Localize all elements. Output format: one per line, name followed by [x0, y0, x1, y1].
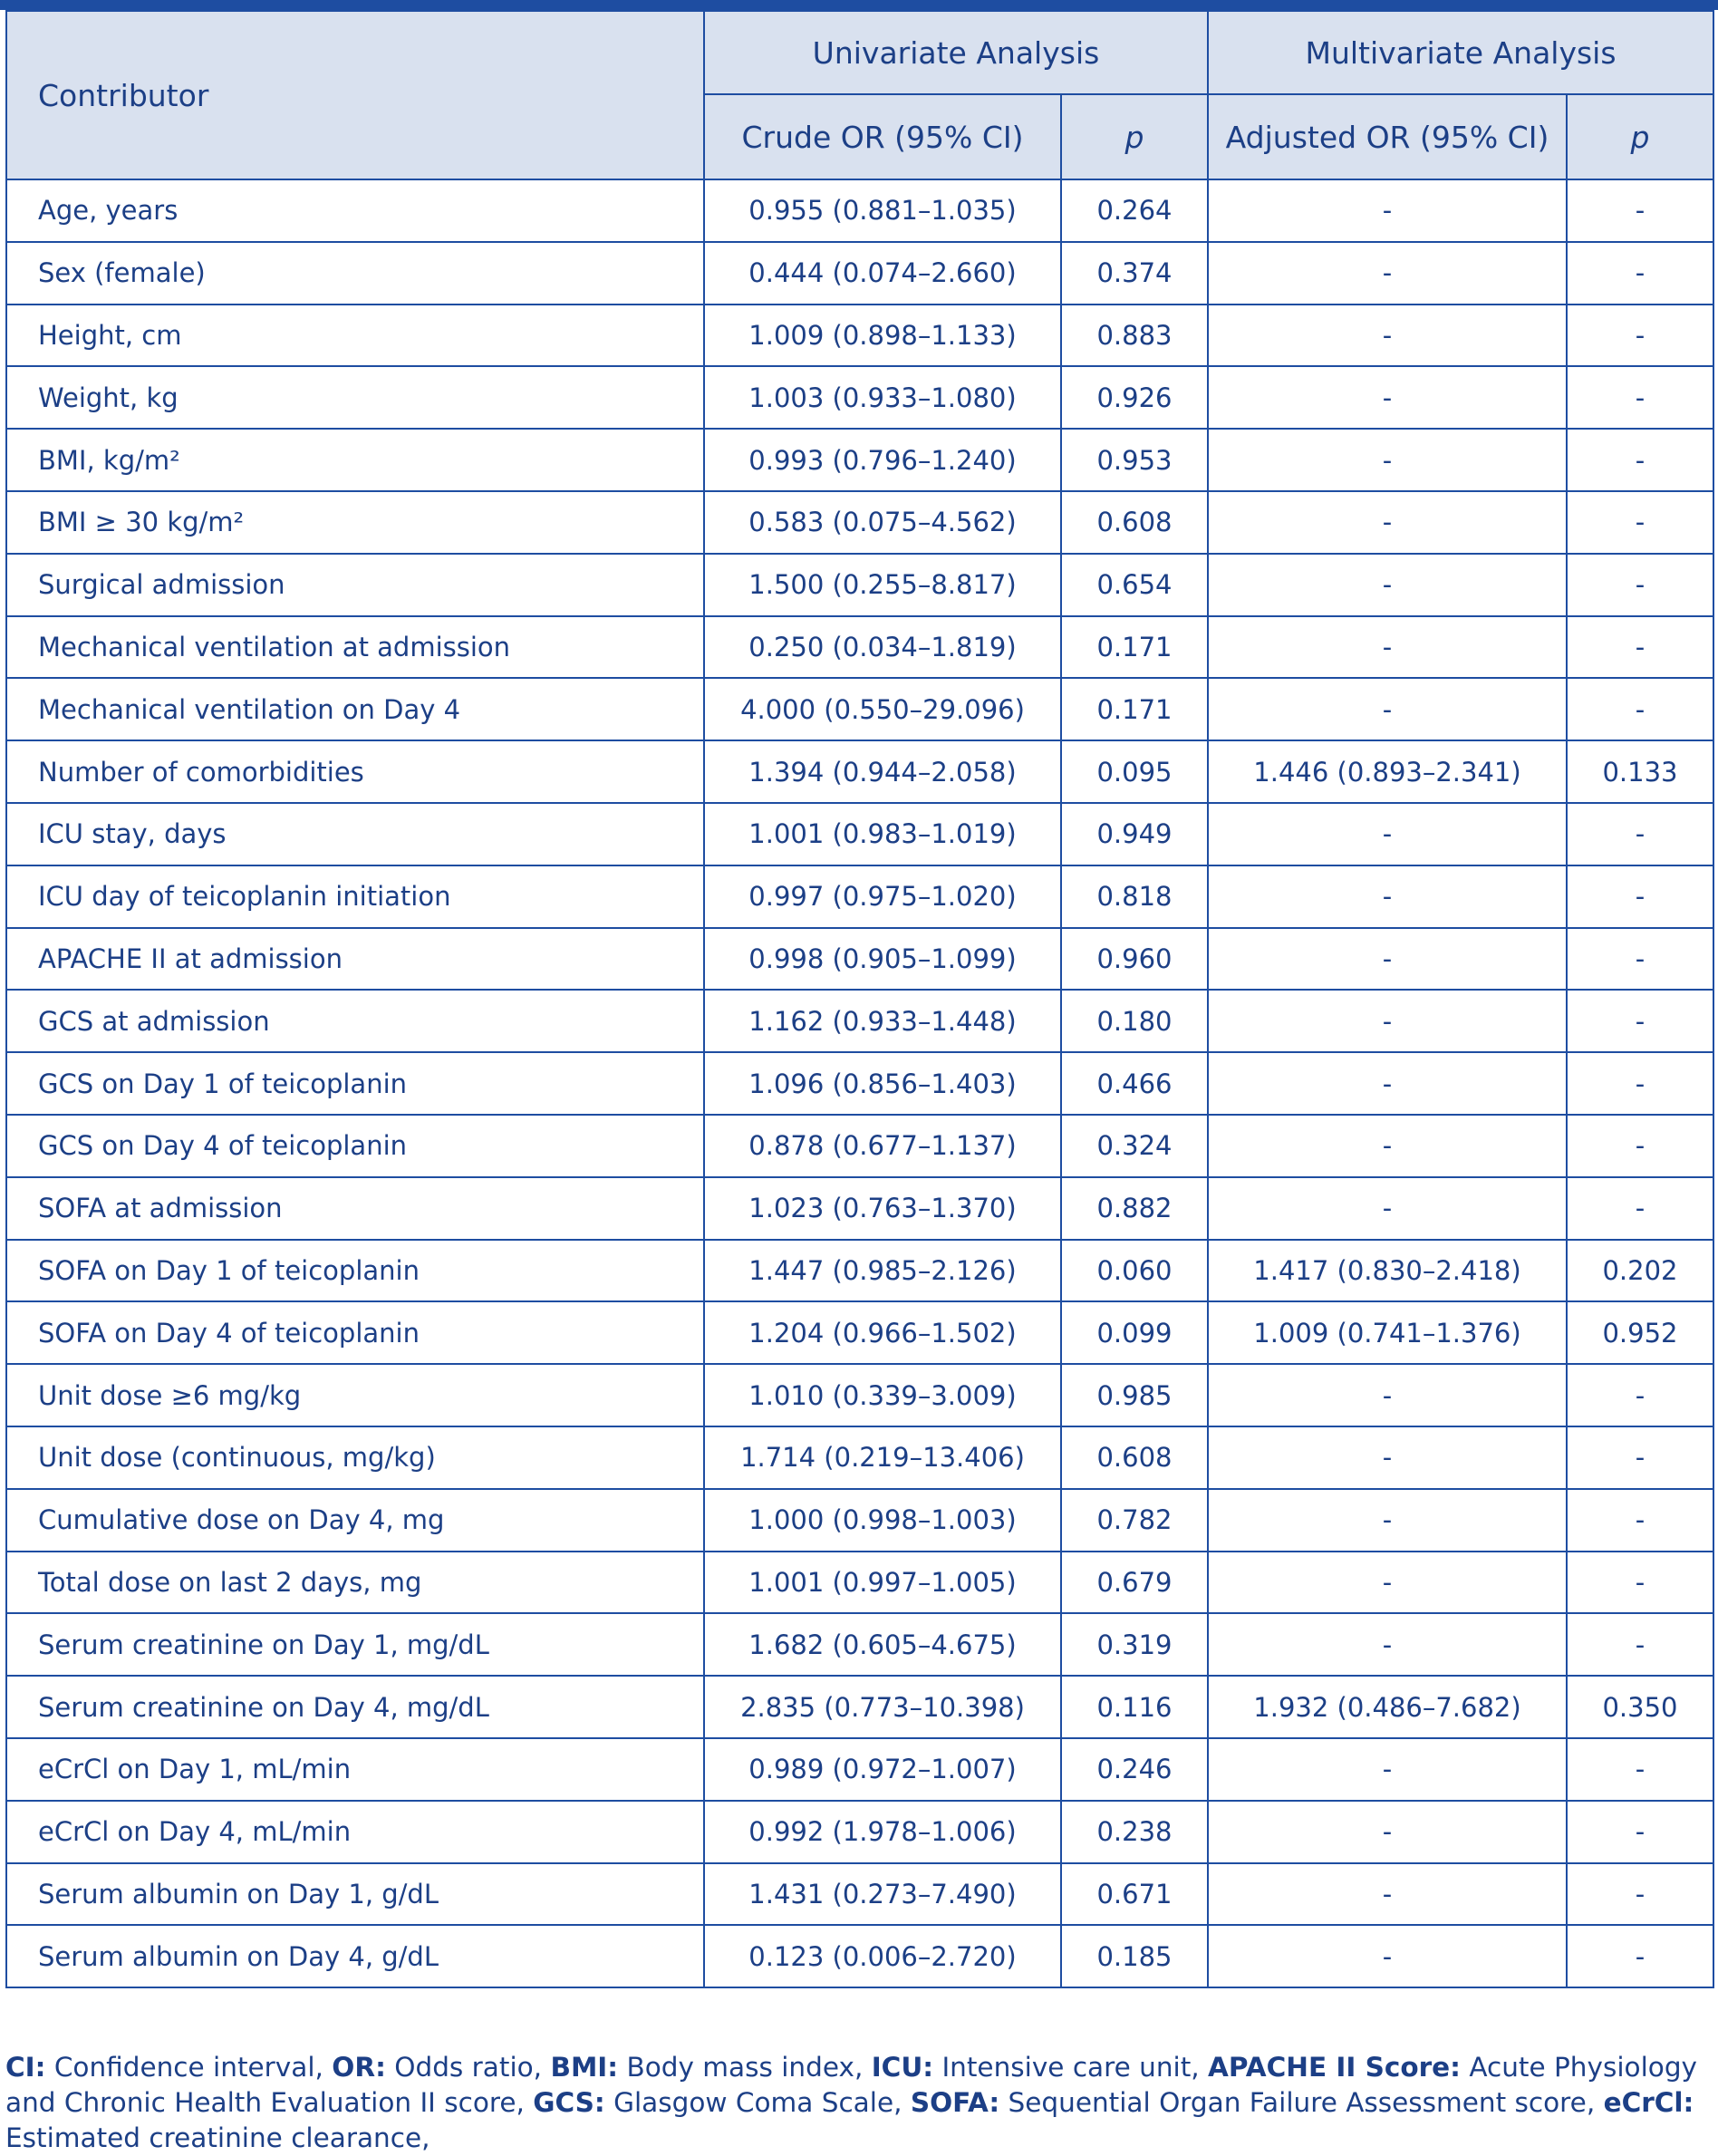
adjusted-p-value-cell: -	[1567, 803, 1713, 865]
contributor-cell: Unit dose (continuous, mg/kg)	[6, 1426, 704, 1489]
p-value-cell: 0.953	[1061, 429, 1208, 491]
table-row	[6, 554, 1713, 616]
crude-or-cell: 0.955 (0.881–1.035)	[704, 179, 1061, 242]
adjusted-or-cell: -	[1208, 179, 1567, 242]
adjusted-or-cell: -	[1208, 1552, 1567, 1614]
crude-or-cell: 1.162 (0.933–1.448)	[704, 990, 1061, 1052]
adjusted-or-header: Adjusted OR (95% CI)	[1208, 94, 1567, 179]
adjusted-or-cell: -	[1208, 1115, 1567, 1177]
table-row	[6, 865, 1713, 928]
adjusted-p-value-cell: -	[1567, 554, 1713, 616]
adjusted-or-cell: -	[1208, 1052, 1567, 1115]
table-body	[6, 179, 1713, 1987]
adjusted-or-cell: -	[1208, 865, 1567, 928]
table-row	[6, 1613, 1713, 1676]
adjusted-p-value-cell: -	[1567, 429, 1713, 491]
contributor-cell: Number of comorbidities	[6, 740, 704, 803]
table-row	[6, 1364, 1713, 1426]
crude-or-cell: 1.009 (0.898–1.133)	[704, 305, 1061, 367]
p-value-cell: 0.319	[1061, 1613, 1208, 1676]
adjusted-or-cell: -	[1208, 1177, 1567, 1240]
adjusted-or-cell: -	[1208, 491, 1567, 554]
adjusted-or-cell: -	[1208, 616, 1567, 679]
adjusted-p-value-cell: -	[1567, 1738, 1713, 1801]
adjusted-p-value-cell: -	[1567, 928, 1713, 991]
crude-or-cell: 0.583 (0.075–4.562)	[704, 491, 1061, 554]
footnote-definition: Confidence interval,	[45, 2052, 333, 2083]
contributor-cell: Serum albumin on Day 1, g/dL	[6, 1863, 704, 1926]
p-value-cell: 0.374	[1061, 242, 1208, 305]
crude-or-cell: 1.096 (0.856–1.403)	[704, 1052, 1061, 1115]
footnote-definition: Sequential Organ Failure Assessment score,	[999, 2087, 1604, 2118]
adjusted-or-cell: -	[1208, 366, 1567, 429]
contributor-cell: Unit dose ≥6 mg/kg	[6, 1364, 704, 1426]
adjusted-p-value-cell: -	[1567, 616, 1713, 679]
contributor-cell: Height, cm	[6, 305, 704, 367]
footnote-abbreviation: eCrCl:	[1603, 2087, 1694, 2118]
adjusted-p-value-cell: -	[1567, 366, 1713, 429]
p-value-cell: 0.171	[1061, 678, 1208, 740]
table-row	[6, 179, 1713, 242]
crude-or-cell: 1.001 (0.983–1.019)	[704, 803, 1061, 865]
contributor-cell: Surgical admission	[6, 554, 704, 616]
p-value-cell: 0.985	[1061, 1364, 1208, 1426]
footnote-definition: Body mass index,	[618, 2052, 872, 2083]
crude-or-cell: 0.993 (0.796–1.240)	[704, 429, 1061, 491]
adjusted-p-value-cell: -	[1567, 1925, 1713, 1987]
table-row	[6, 740, 1713, 803]
adjusted-p-value-cell: 0.133	[1567, 740, 1713, 803]
table-row	[6, 429, 1713, 491]
contributor-cell: SOFA at admission	[6, 1177, 704, 1240]
table-row	[6, 1301, 1713, 1364]
table-row	[6, 1738, 1713, 1801]
crude-or-cell: 1.394 (0.944–2.058)	[704, 740, 1061, 803]
contributor-cell: SOFA on Day 1 of teicoplanin	[6, 1240, 704, 1302]
adjusted-or-cell: -	[1208, 429, 1567, 491]
contributor-cell: ICU day of teicoplanin initiation	[6, 865, 704, 928]
crude-or-cell: 0.878 (0.677–1.137)	[704, 1115, 1061, 1177]
contributor-cell: GCS at admission	[6, 990, 704, 1052]
crude-or-cell: 0.997 (0.975–1.020)	[704, 865, 1061, 928]
contributor-cell: Serum creatinine on Day 1, mg/dL	[6, 1613, 704, 1676]
adjusted-p-value-cell: -	[1567, 990, 1713, 1052]
results-table	[5, 10, 1714, 1988]
p-value-cell: 0.926	[1061, 366, 1208, 429]
p-value-cell: 0.099	[1061, 1301, 1208, 1364]
adjusted-p-value-cell: -	[1567, 1177, 1713, 1240]
p-value-cell: 0.185	[1061, 1925, 1208, 1987]
table-row	[6, 803, 1713, 865]
contributor-cell: GCS on Day 1 of teicoplanin	[6, 1052, 704, 1115]
p-value-cell: 0.882	[1061, 1177, 1208, 1240]
crude-or-cell: 2.835 (0.773–10.398)	[704, 1676, 1061, 1738]
table-row	[6, 1426, 1713, 1489]
multivariate-header: Multivariate Analysis	[1208, 11, 1713, 94]
contributor-cell: Serum creatinine on Day 4, mg/dL	[6, 1676, 704, 1738]
table-row	[6, 305, 1713, 367]
adjusted-p-value-cell: -	[1567, 1552, 1713, 1614]
table-row	[6, 1801, 1713, 1863]
p-value-cell: 0.171	[1061, 616, 1208, 679]
adjusted-p-value-cell: -	[1567, 678, 1713, 740]
adjusted-or-cell: -	[1208, 1863, 1567, 1926]
table-row	[6, 928, 1713, 991]
table-row	[6, 678, 1713, 740]
p-value-cell: 0.654	[1061, 554, 1208, 616]
contributor-cell: Cumulative dose on Day 4, mg	[6, 1489, 704, 1552]
p-value-cell: 0.782	[1061, 1489, 1208, 1552]
table-header	[6, 11, 1713, 179]
contributor-cell: Total dose on last 2 days, mg	[6, 1552, 704, 1614]
footnote-abbreviation: CI:	[5, 2052, 46, 2083]
adjusted-or-cell: -	[1208, 242, 1567, 305]
crude-or-cell: 0.992 (1.978–1.006)	[704, 1801, 1061, 1863]
adjusted-or-cell: -	[1208, 1613, 1567, 1676]
crude-or-cell: 1.500 (0.255–8.817)	[704, 554, 1061, 616]
crude-or-cell: 1.003 (0.933–1.080)	[704, 366, 1061, 429]
table-row	[6, 1925, 1713, 1987]
p-value-cell: 0.818	[1061, 865, 1208, 928]
adjusted-p-value-cell: -	[1567, 305, 1713, 367]
contributor-cell: eCrCl on Day 1, mL/min	[6, 1738, 704, 1801]
table-row	[6, 1240, 1713, 1302]
crude-or-cell: 1.023 (0.763–1.370)	[704, 1177, 1061, 1240]
p-univariate-header: p	[1061, 94, 1208, 179]
p-value-cell: 0.466	[1061, 1052, 1208, 1115]
table-row	[6, 1052, 1713, 1115]
footnote-abbreviation: SOFA:	[910, 2087, 1000, 2118]
crude-or-cell: 0.123 (0.006–2.720)	[704, 1925, 1061, 1987]
crude-or-cell: 0.989 (0.972–1.007)	[704, 1738, 1061, 1801]
p-value-cell: 0.960	[1061, 928, 1208, 991]
contributor-cell: Serum albumin on Day 4, g/dL	[6, 1925, 704, 1987]
adjusted-p-value-cell: -	[1567, 1426, 1713, 1489]
table-row	[6, 491, 1713, 554]
crude-or-cell: 0.444 (0.074–2.660)	[704, 242, 1061, 305]
adjusted-p-value-cell: 0.202	[1567, 1240, 1713, 1302]
adjusted-p-value-cell: -	[1567, 1115, 1713, 1177]
adjusted-p-value-cell: -	[1567, 242, 1713, 305]
adjusted-p-value-cell: -	[1567, 865, 1713, 928]
footnote-abbreviation: GCS:	[533, 2087, 605, 2118]
contributor-cell: APACHE II at admission	[6, 928, 704, 991]
footnote-definition: Intensive care unit,	[933, 2052, 1209, 2083]
table-row	[6, 1552, 1713, 1614]
adjusted-p-value-cell: -	[1567, 179, 1713, 242]
crude-or-cell: 0.998 (0.905–1.099)	[704, 928, 1061, 991]
footnote-abbreviation: OR:	[332, 2052, 386, 2083]
contributor-cell: eCrCl on Day 4, mL/min	[6, 1801, 704, 1863]
footnote-abbreviation: APACHE II Score:	[1208, 2052, 1461, 2083]
adjusted-or-cell: -	[1208, 1426, 1567, 1489]
adjusted-p-value-cell: -	[1567, 1613, 1713, 1676]
crude-or-cell: 1.682 (0.605–4.675)	[704, 1613, 1061, 1676]
table-row	[6, 242, 1713, 305]
crude-or-cell: 1.714 (0.219–13.406)	[704, 1426, 1061, 1489]
adjusted-or-cell: 1.932 (0.486–7.682)	[1208, 1676, 1567, 1738]
adjusted-or-cell: -	[1208, 990, 1567, 1052]
table-row	[6, 990, 1713, 1052]
adjusted-or-cell: -	[1208, 305, 1567, 367]
adjusted-or-cell: -	[1208, 1489, 1567, 1552]
contributor-cell: Weight, kg	[6, 366, 704, 429]
p-value-cell: 0.883	[1061, 305, 1208, 367]
adjusted-or-cell: -	[1208, 803, 1567, 865]
univariate-header: Univariate Analysis	[704, 11, 1208, 94]
crude-or-cell: 1.431 (0.273–7.490)	[704, 1863, 1061, 1926]
p-multivariate-header: p	[1567, 94, 1713, 179]
p-value-cell: 0.264	[1061, 179, 1208, 242]
contributor-cell: Sex (female)	[6, 242, 704, 305]
p-value-cell: 0.095	[1061, 740, 1208, 803]
adjusted-p-value-cell: -	[1567, 491, 1713, 554]
contributor-cell: GCS on Day 4 of teicoplanin	[6, 1115, 704, 1177]
adjusted-or-cell: -	[1208, 554, 1567, 616]
adjusted-or-cell: -	[1208, 1925, 1567, 1987]
adjusted-or-cell: 1.446 (0.893–2.341)	[1208, 740, 1567, 803]
footnote-definition: Acute Physiology and Chronic Health Evaluation II score,	[5, 2052, 1698, 2118]
crude-or-header: Crude OR (95% CI)	[704, 94, 1061, 179]
adjusted-p-value-cell: -	[1567, 1364, 1713, 1426]
crude-or-cell: 0.250 (0.034–1.819)	[704, 616, 1061, 679]
contributor-cell: Mechanical ventilation on Day 4	[6, 678, 704, 740]
contributor-cell: BMI, kg/m²	[6, 429, 704, 491]
adjusted-or-cell: -	[1208, 1738, 1567, 1801]
p-value-cell: 0.671	[1061, 1863, 1208, 1926]
crude-or-cell: 1.204 (0.966–1.502)	[704, 1301, 1061, 1364]
table-row	[6, 1676, 1713, 1738]
adjusted-or-cell: -	[1208, 678, 1567, 740]
p-value-cell: 0.116	[1061, 1676, 1208, 1738]
table-row	[6, 1863, 1713, 1926]
contributor-header: Contributor	[6, 11, 704, 179]
p-value-cell: 0.324	[1061, 1115, 1208, 1177]
table-row	[6, 366, 1713, 429]
adjusted-or-cell: -	[1208, 1364, 1567, 1426]
abbreviations-footnote	[5, 2050, 1700, 2156]
contributor-cell: Mechanical ventilation at admission	[6, 616, 704, 679]
p-value-cell: 0.679	[1061, 1552, 1208, 1614]
adjusted-p-value-cell: -	[1567, 1801, 1713, 1863]
adjusted-or-cell: 1.009 (0.741–1.376)	[1208, 1301, 1567, 1364]
p-value-cell: 0.246	[1061, 1738, 1208, 1801]
contributor-cell: Age, years	[6, 179, 704, 242]
adjusted-or-cell: -	[1208, 928, 1567, 991]
p-value-cell: 0.180	[1061, 990, 1208, 1052]
crude-or-cell: 1.001 (0.997–1.005)	[704, 1552, 1061, 1614]
adjusted-or-cell: -	[1208, 1801, 1567, 1863]
top-rule	[0, 0, 1718, 10]
adjusted-p-value-cell: -	[1567, 1489, 1713, 1552]
adjusted-p-value-cell: -	[1567, 1863, 1713, 1926]
crude-or-cell: 1.447 (0.985–2.126)	[704, 1240, 1061, 1302]
adjusted-p-value-cell: 0.350	[1567, 1676, 1713, 1738]
crude-or-cell: 4.000 (0.550–29.096)	[704, 678, 1061, 740]
p-value-cell: 0.608	[1061, 491, 1208, 554]
crude-or-cell: 1.000 (0.998–1.003)	[704, 1489, 1061, 1552]
footnote-abbreviation: ICU:	[871, 2052, 934, 2083]
p-value-cell: 0.238	[1061, 1801, 1208, 1863]
p-value-cell: 0.949	[1061, 803, 1208, 865]
adjusted-p-value-cell: 0.952	[1567, 1301, 1713, 1364]
table-row	[6, 616, 1713, 679]
footnote-definition: Estimated creatinine clearance,	[5, 2122, 430, 2153]
adjusted-or-cell: 1.417 (0.830–2.418)	[1208, 1240, 1567, 1302]
footnote-abbreviation: BMI:	[550, 2052, 619, 2083]
contributor-cell: ICU stay, days	[6, 803, 704, 865]
footnote-definition: Glasgow Coma Scale,	[604, 2087, 911, 2118]
crude-or-cell: 1.010 (0.339–3.009)	[704, 1364, 1061, 1426]
contributor-cell: BMI ≥ 30 kg/m²	[6, 491, 704, 554]
p-value-cell: 0.060	[1061, 1240, 1208, 1302]
p-value-cell: 0.608	[1061, 1426, 1208, 1489]
contributor-cell: SOFA on Day 4 of teicoplanin	[6, 1301, 704, 1364]
table-row	[6, 1177, 1713, 1240]
footnote-definition: Odds ratio,	[385, 2052, 551, 2083]
adjusted-p-value-cell: -	[1567, 1052, 1713, 1115]
table-row	[6, 1489, 1713, 1552]
table-row	[6, 1115, 1713, 1177]
